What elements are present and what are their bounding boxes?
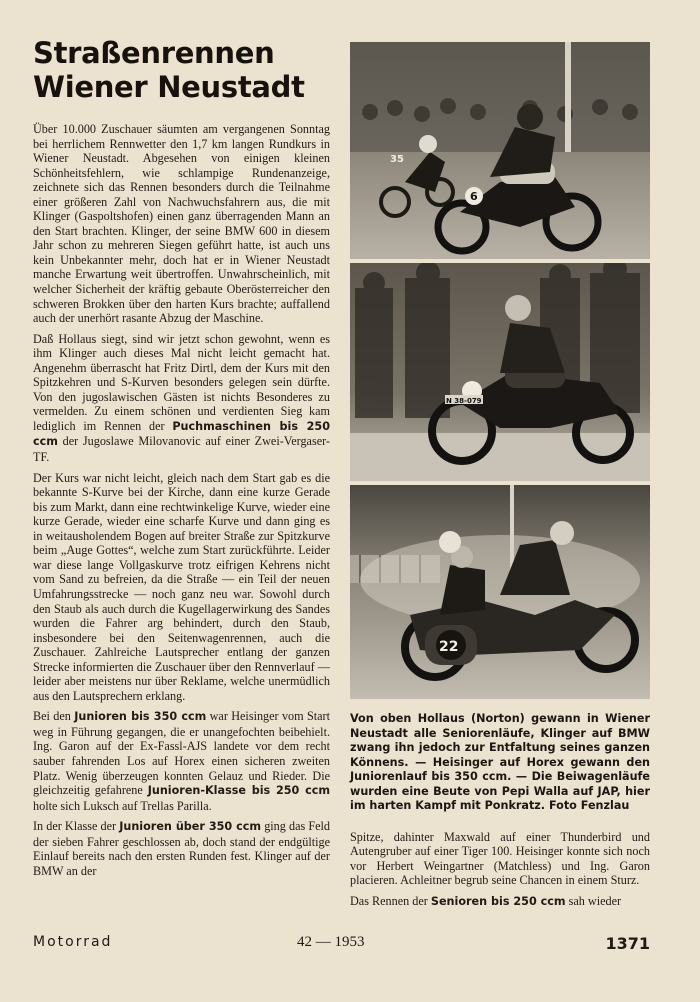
- paragraph-seniors-250: Das Rennen der Senioren bis 250 ccm sah wieder: [350, 893, 622, 908]
- paragraph-intro: Über 10.000 Zuschauer säumten am vergangenen Sonntag bei herrlichem Rennwetter den 1,7 km langen Rundkurs in Wiener Neustadt. Abgesehen von einigen kleinen Schönheitsfehlern, wie schlampige Rundenanzeige, zeichnete sich das Rennen besonders durch die Teilnahme einer größeren Zahl von Nachwuchsfahrern aus, die mit Klinger (Gaspoltshofen) einen ganz überragenden Mann an den Start brachten. Klinger, der seine BMW 600 in diesem Jahr schon zu mehreren Siegen geführt hatte, ist auch uns kein Unbekannter mehr, doch hat er in Wiener Neustadt manche Erwartung weit übertroffen. Unwahrscheinlich, mit welcher Sicherheit der kräftig gebaute Oberösterreicher den schweren Brokken über den harten Kurs brachte; auffallend auch der unerhört rasante Abzug der Maschine.: [33, 122, 330, 326]
- photo-2-image: [350, 263, 650, 481]
- license-plate: N 38-079: [446, 397, 482, 405]
- headline-line-1: Straßenrennen: [33, 36, 275, 70]
- issue-number: 42 — 1953: [297, 934, 365, 950]
- photo-1-image: [350, 42, 650, 259]
- photo-heisinger-horex: [350, 263, 650, 481]
- paragraph-hollaus: Daß Hollaus siegt, sind wir jetzt schon gewohnt, wenn es ihm Klinger auch dieses Mal nicht leicht gemacht hat. Angenehm überrascht hat Fritz Dirtl, dem der Kurs mit den Spitzkehren und S-Kurven besonders gelegen sein dürfte. Von den jugoslawischen Gästen ist nichts Besonderes zu vermelden. Zu einem schönen und verdienten Sieg kam lediglich im Rennen der Puchmaschinen bis 250 ccm der Jugoslawe Milovanovic auf einer Zwei-Vergaser-TF.: [33, 331, 330, 465]
- photo-3-image: [350, 485, 650, 699]
- left-text-column: [33, 122, 330, 884]
- race-number-22: 22: [439, 639, 459, 655]
- paragraph-juniors-over-350: In der Klasse der Junioren über 350 ccm ging das Feld der sieben Fahrer geschlossen ab, doch stand der endgültige Einlauf bereits nach den ersten Runden fest. Klinger auf der BMW an der: [33, 819, 330, 878]
- headline-line-2: Wiener Neustadt: [33, 70, 305, 104]
- page-number: 1371: [605, 934, 650, 953]
- race-number-35: 35: [390, 154, 404, 165]
- paragraph-continuation: Spitze, dahinter Maxwald auf einer Thunderbird und Autengruber auf einer Tiger 100. Heisinger konnte sich noch vor Herbert Weingartner (Matchless) und Ing. Garon placieren. Achleitner begrub seine Chancen in einem Sturz.: [350, 829, 650, 888]
- page-footer: [33, 934, 650, 954]
- magazine-name: Motorrad: [33, 934, 113, 950]
- photo-caption: Von oben Hollaus (Norton) gewann in Wiener Neustadt alle Seniorenläufe, Klinger auf BMW zwang ihn jedoch zur Entfaltung seines ganzen Könnens. — Heisinger auf Horex gewann den Juniorenlauf bis 350 ccm. — Die Beiwagenläufe wurden eine Beute von Pepi Walla auf JAP, hier im harten Kampf mit Ponkratz. Foto Fenzlau: [350, 712, 650, 812]
- right-column-body: [350, 830, 650, 910]
- photo-sidecar-race: [350, 485, 650, 699]
- article-headline: [33, 36, 333, 104]
- race-number-6: 6: [470, 190, 478, 203]
- paragraph-course: Der Kurs war nicht leicht, gleich nach dem Start gab es die bekannte S-Kurve bei der Kirche, dann eine kurze Gerade bis zum Markt, dann eine rechtwinkelige Kurve, wieder eine kurze Gerade, wieder eine scharfe Kurve und dann ging es in weitausholendem Bogen auf breiter Straße zur Spitzkurve beim „Auge Gottes“, welche zum Start zurückführte. Leider war diese lange Vollgaskurve trotz eifrigen Kehrens nicht vom Sand zu befreien, da die Straße — ein Teil der neuen Umfahrungsstrecke — noch ganz neu war. Sowohl durch den Staub als auch durch die Kugellagerwirkung des Sandes wurden die Fahrer arg behindert, durch den Staub, insbesondere bei den Seitenwagenrennen, auch die Zuschauer. Zahlreiche Lautsprecher entlang der ganzen Strecke informierten die Zuschauer über den Rennverlauf — leider aber meistens nur über Reklame, welche unermüdlich aus den Lautsprechern erklang.: [33, 470, 330, 703]
- right-text-column: [350, 712, 650, 915]
- paragraph-juniors-350: Bei den Junioren bis 350 ccm war Heisinger vom Start weg in Führung gegangen, die er unangefochten beibehielt. Ing. Garon auf der Ex-Fassl-AJS landete vor dem recht sauber fahrenden Los auf Horex einen sicheren zweiten Platz. Wenig überzeugen konnten Gelauz und Rieder. Die gleichzeitig gefahrene Junioren-Klasse bis 250 ccm holte sich Luksch auf Trellas Parilla.: [33, 709, 330, 813]
- photo-hollaus-norton: [350, 42, 650, 259]
